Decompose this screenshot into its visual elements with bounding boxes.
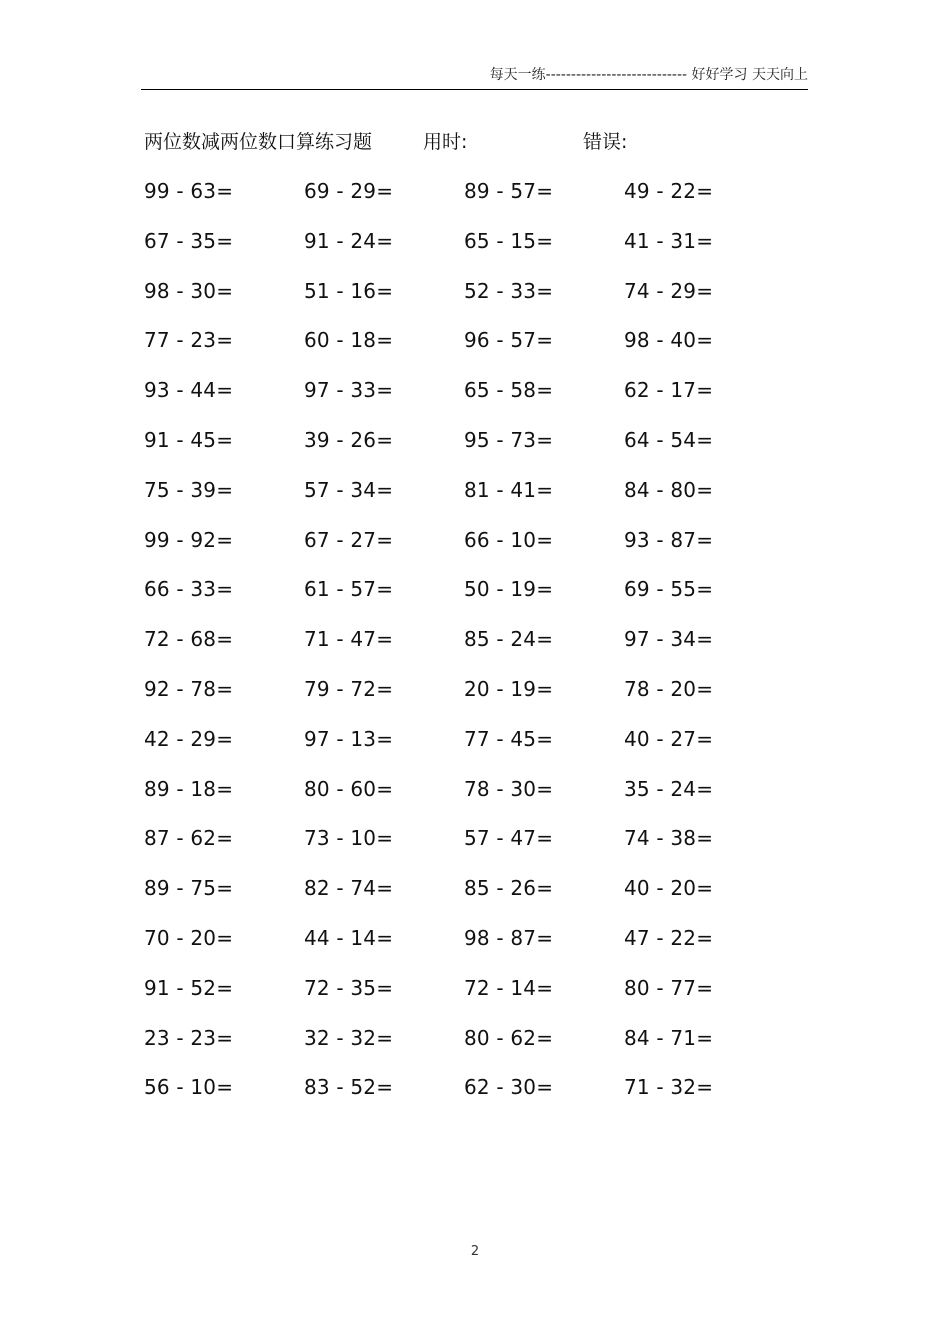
problem-item: 91 - 24= bbox=[304, 228, 394, 253]
problem-item: 51 - 16= bbox=[304, 278, 394, 303]
problem-row bbox=[144, 525, 784, 575]
worksheet-title: 两位数减两位数口算练习题 bbox=[144, 131, 373, 153]
problem-row bbox=[144, 674, 784, 724]
problem-item: 73 - 10= bbox=[304, 826, 394, 851]
problem-item: 83 - 52= bbox=[304, 1075, 394, 1100]
problem-item: 41 - 31= bbox=[624, 228, 714, 253]
problem-item: 60 - 18= bbox=[304, 328, 394, 353]
time-label: 用时: bbox=[423, 131, 468, 153]
problem-item: 98 - 40= bbox=[624, 328, 714, 353]
problem-row bbox=[144, 475, 784, 525]
problem-item: 23 - 23= bbox=[144, 1025, 234, 1050]
problem-item: 62 - 17= bbox=[624, 378, 714, 403]
problem-item: 72 - 14= bbox=[464, 975, 554, 1000]
problem-item: 93 - 44= bbox=[144, 378, 234, 403]
problem-row bbox=[144, 425, 784, 475]
problem-item: 20 - 19= bbox=[464, 676, 554, 701]
problem-item: 85 - 26= bbox=[464, 876, 554, 901]
problem-item: 91 - 52= bbox=[144, 975, 234, 1000]
problem-row bbox=[144, 724, 784, 774]
problem-item: 56 - 10= bbox=[144, 1075, 234, 1100]
problem-item: 50 - 19= bbox=[464, 577, 554, 602]
problem-item: 89 - 57= bbox=[464, 179, 554, 203]
problem-item: 66 - 10= bbox=[464, 527, 554, 552]
problem-row bbox=[144, 375, 784, 425]
problem-row bbox=[144, 1072, 784, 1122]
errors-label: 错误: bbox=[583, 131, 628, 153]
problem-item: 47 - 22= bbox=[624, 925, 714, 950]
header-divider bbox=[141, 89, 808, 90]
problem-item: 84 - 80= bbox=[624, 477, 714, 502]
problem-item: 78 - 30= bbox=[464, 776, 554, 801]
problem-item: 99 - 92= bbox=[144, 527, 234, 552]
problem-item: 97 - 34= bbox=[624, 627, 714, 652]
problem-item: 84 - 71= bbox=[624, 1025, 714, 1050]
problem-item: 72 - 35= bbox=[304, 975, 394, 1000]
problem-item: 69 - 55= bbox=[624, 577, 714, 602]
problem-item: 67 - 35= bbox=[144, 228, 234, 253]
problem-item: 66 - 33= bbox=[144, 577, 234, 602]
problem-item: 69 - 29= bbox=[304, 179, 394, 203]
problem-item: 71 - 47= bbox=[304, 627, 394, 652]
problem-item: 72 - 68= bbox=[144, 627, 234, 652]
problem-item: 98 - 87= bbox=[464, 925, 554, 950]
problem-item: 89 - 75= bbox=[144, 876, 234, 901]
problem-item: 70 - 20= bbox=[144, 925, 234, 950]
problem-item: 32 - 32= bbox=[304, 1025, 394, 1050]
problem-item: 82 - 74= bbox=[304, 876, 394, 901]
problem-item: 92 - 78= bbox=[144, 676, 234, 701]
page-header: 每天一练---------------------------- 好好学习 天天向上 bbox=[489, 67, 808, 83]
problem-row bbox=[144, 276, 784, 326]
problem-item: 65 - 58= bbox=[464, 378, 554, 403]
problem-item: 65 - 15= bbox=[464, 228, 554, 253]
page-number: 2 bbox=[470, 1244, 480, 1259]
problem-item: 57 - 34= bbox=[304, 477, 394, 502]
problem-item: 40 - 27= bbox=[624, 726, 714, 751]
problem-item: 64 - 54= bbox=[624, 427, 714, 452]
problem-item: 74 - 38= bbox=[624, 826, 714, 851]
problem-row bbox=[144, 923, 784, 973]
problem-item: 99 - 63= bbox=[144, 179, 234, 203]
problem-item: 80 - 62= bbox=[464, 1025, 554, 1050]
problem-item: 57 - 47= bbox=[464, 826, 554, 851]
problem-item: 97 - 33= bbox=[304, 378, 394, 403]
problem-row bbox=[144, 226, 784, 276]
problem-item: 35 - 24= bbox=[624, 776, 714, 801]
problem-item: 79 - 72= bbox=[304, 676, 394, 701]
problem-item: 40 - 20= bbox=[624, 876, 714, 901]
problem-grid bbox=[144, 176, 784, 1122]
problem-item: 91 - 45= bbox=[144, 427, 234, 452]
problem-item: 97 - 13= bbox=[304, 726, 394, 751]
problem-item: 80 - 60= bbox=[304, 776, 394, 801]
problem-item: 39 - 26= bbox=[304, 427, 394, 452]
problem-item: 81 - 41= bbox=[464, 477, 554, 502]
problem-item: 87 - 62= bbox=[144, 826, 234, 851]
problem-row bbox=[144, 325, 784, 375]
problem-row bbox=[144, 774, 784, 824]
problem-item: 77 - 45= bbox=[464, 726, 554, 751]
problem-row bbox=[144, 973, 784, 1023]
problem-item: 49 - 22= bbox=[624, 179, 714, 203]
problem-item: 96 - 57= bbox=[464, 328, 554, 353]
problem-item: 44 - 14= bbox=[304, 925, 394, 950]
problem-row bbox=[144, 823, 784, 873]
problem-item: 98 - 30= bbox=[144, 278, 234, 303]
problem-item: 80 - 77= bbox=[624, 975, 714, 1000]
problem-row bbox=[144, 624, 784, 674]
problem-row bbox=[144, 176, 784, 226]
problem-item: 42 - 29= bbox=[144, 726, 234, 751]
problem-item: 62 - 30= bbox=[464, 1075, 554, 1100]
problem-item: 74 - 29= bbox=[624, 278, 714, 303]
problem-item: 61 - 57= bbox=[304, 577, 394, 602]
problem-item: 67 - 27= bbox=[304, 527, 394, 552]
problem-row bbox=[144, 1023, 784, 1073]
problem-item: 89 - 18= bbox=[144, 776, 234, 801]
problem-item: 93 - 87= bbox=[624, 527, 714, 552]
problem-item: 71 - 32= bbox=[624, 1075, 714, 1100]
problem-item: 85 - 24= bbox=[464, 627, 554, 652]
problem-item: 77 - 23= bbox=[144, 328, 234, 353]
problem-item: 78 - 20= bbox=[624, 676, 714, 701]
problem-item: 75 - 39= bbox=[144, 477, 234, 502]
problem-item: 95 - 73= bbox=[464, 427, 554, 452]
problem-row bbox=[144, 574, 784, 624]
problem-item: 52 - 33= bbox=[464, 278, 554, 303]
problem-row bbox=[144, 873, 784, 923]
